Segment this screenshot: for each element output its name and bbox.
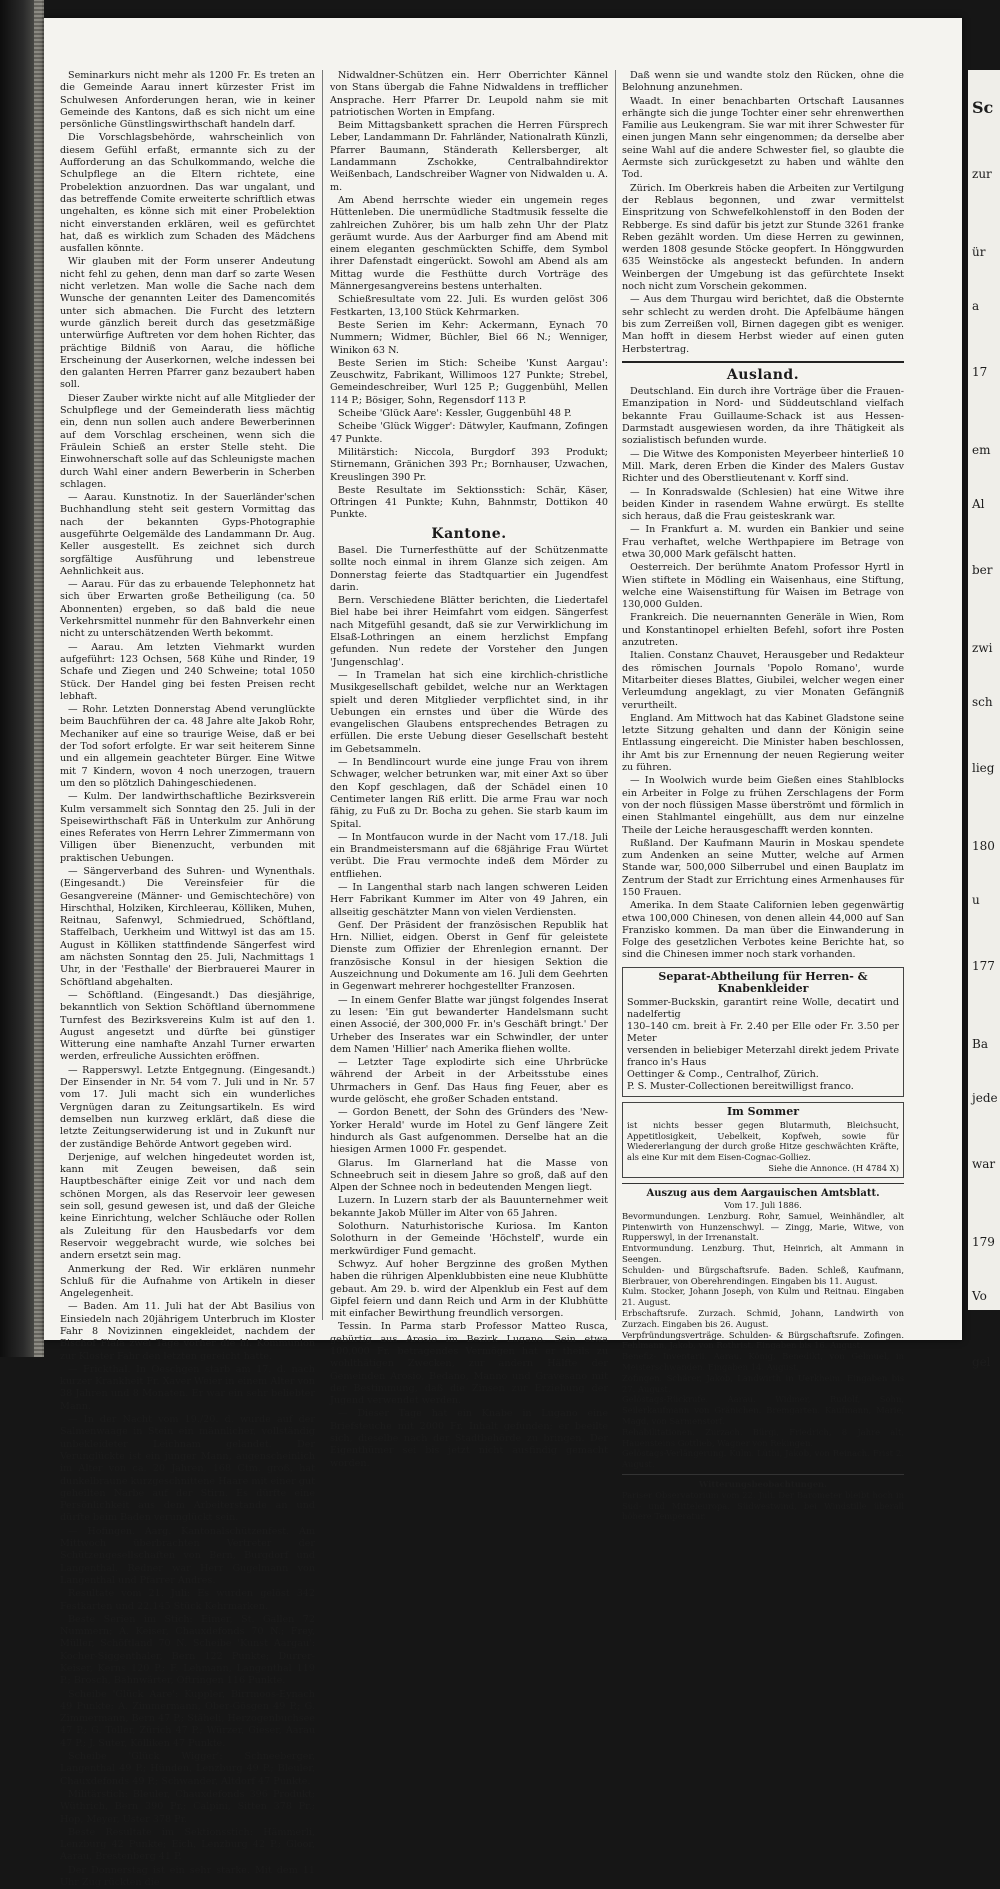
foreign-news-item: Oesterreich. Der berühmte Anatom Professor Hyrtl in Wien stiftete in Mödling ein Waisenhaus, eine Stiftung, welche eine Waisenstiftung für Waisen im Betrage von 130,000 Gulden. [622,562,904,611]
amtsblatt-entry: Gelöstags-Verlängerung. Kulm. Lüthi, Jakob, von Reinach. Frist 2. August. [622,1448,904,1470]
ad-title: Im Sommer [727,1104,799,1118]
article-paragraph: Waadt. In einer benachbarten Ortschaft Lausannes erhängte sich die junge Tochter einer sehr ehrenwerthen Familie aus Leukengram. Sie war mit ihrer Schwester für einen jungen Mann sehr eingenommen; da derselbe aber seine Wahl auf die andere Schwester fiel, so glaubte die Aermste sich zurückgesetzt zu haben und wählte den Tod. [622,95,904,181]
section-title-kantone: Kantone. [431,525,507,542]
article-paragraph: — Hofingen. Aarg. Kantonalschützenfest. Am Mittwoch überbrachten Vertreter der Schützengesellschaften von Bern, Burgdorf und Langenthal. Redner war Herr Gugelmann von Langenthal und Pfarrer Andres. [60,1525,315,1586]
article-paragraph: Beste Resultate im Sektionsstich: Hämmerli, Lenzburg 42 Punkte; Eich, Lenzburg 42 P.; Gloor, Aarau, Brestenberg 41 P. [60,1826,315,1863]
column-3 [622,70,904,1522]
article-paragraph: Der Donnerstag ist ein sehr starke. Mit dem 11 Uhr Zug rückten die [60,1864,315,1889]
weather-title: Witterungsbeobachtungen. [698,1478,828,1489]
adjacent-page-fragment: lieg [972,761,995,775]
amtsblatt-entry: Zofingen. Schärer, Jakob, Landwirth in Uerkheim. Eingaben bis 27. August. [622,1372,904,1394]
adjacent-page-fragment: u [972,893,980,907]
article-paragraph: Scheibe 'Glück Aare': Kessler, Guggenbühl 48 P. [338,408,572,420]
canton-news-item: — In einem Genfer Blatte war jüngst folgendes Inserat zu lesen: 'Ein gut bewanderter Handelsmann sucht einen Associé, der 300,000 Fr. in's Geschäft bringt.' Der Urheber des Inserates war ein Schwindler, der unter dem Namen 'Hillier' nach Amerika fliehen wollte. [330,994,608,1055]
adjacent-page-fragment: ber [972,563,993,577]
advertisement-eisen-cognac [622,1102,904,1178]
article-paragraph: Scheibe 'Glück Wigger': Dätwyler, Kaufmann, Zofingen 47 Punkte. [330,421,608,445]
amtsblatt-entry: Gelöstags-Rückrufe. Aarau. Widmer, Rudolf, Sohn, Seilerkaufmann von Gränichen. Bremgarten. Kaufmann, Marie, Magd, von Sarmenstorf. [622,1394,904,1426]
amtsblatt-entry: Kulm. Stocker, Johann Joseph, von Kulm und Reitnau. Eingaben 21. August. [622,1286,904,1308]
canton-news-item: Bern. Verschiedene Blätter berichten, die Liedertafel Biel habe bei ihrer Heimfahrt vom eidgen. Sängerfest nach Mitgefühl gesandt, daß sie zur Verwirklichung im Elsaß-Lothringen an einem herzlichst Empfang gefunden. Nun redete der Vorsteher den Jungen 'Jungenschlag'. [330,595,608,668]
adjacent-page-edge [968,70,1000,1369]
article-paragraph: — Rohr. Letzten Donnerstag Abend verunglückte beim Bauchführen der ca. 48 Jahre alte Jakob Rohr, Mechaniker auf eine so traurige Weise, daß er bei der Tod sofort erfolgte. Er war seit heiterem Sinne und ein allgemein geachteter Bürger. Eine Witwe mit 7 Kindern, wovon 4 noch unerzogen, trauern um den so plötzlich Dahingeschiedenen. [60,704,315,789]
article-paragraph: Die Vorschlagsbehörde, wahrscheinlich von diesem Gefühl erfaßt, ermannte sich zu der Aufforderung an das Schulkommando, welche die Schulpflege an die Eltern richtete, eine Probelektion anzuordnen. Das war ungalant, und das betreffende Comite erweiterte schriftlich etwas ungehalten, es könne sich mit einer Probelektion nicht einverstanden erklären, weil es gefürchtet hat, daß es wirklich zum Schaden des Mädchens ausfallen könnte. [60,132,315,255]
article-paragraph: Beim Mittagsbankett sprachen die Herren Fürsprech Leber, Landammann Dr. Fahrländer, Nationalrath Künzli, Pfarrer Baumann, Ständerath Kellersberger, alt Landammann Zschokke, Centralbahndirektor Weißenbach, Landschreiber Wagner von Nidwalden u. A. m. [330,120,608,193]
amtsblatt-entry: Rehabilitationen. Zurzach. Bürgi, Friedrich, 8 Jahre alt, Hauensteins Gottlieb, Wagner von Rekingen. [622,1426,904,1448]
adjacent-page-fragment: 179 [972,1235,995,1249]
article-paragraph: — Schöftland. (Eingesandt.) Das diesjährige, bekanntlich von Sektion Schöftland übernommene Turnfest des Bezirksvereins Kulm ist auf den 1. August angesetzt und dürfte bei günstiger Witterung eine namhafte Anzahl Turner erwarten werden, erfreuliche Aussichten eröffnen. [60,989,315,1063]
article-paragraph: Beste Resultate im Sektionsstich: Schär, Käser, Oftringen 41 Punkte; Kuhn, Bahnmstr, Dottikon 40 Punkte. [330,484,608,521]
canton-news-item: — In Langenthal starb nach langen schweren Leiden Herr Fabrikant Kummer im Alter von 49 Jahren, ein allseitig geschätzter Mann von vielen Verdiensten. [330,882,608,918]
amtsblatt-entry: Verpfründungsverträge. Schulden- & Bürgschaftsrufe. Zofingen. Fehlmann, Jakob, von Rothrist. Eingaben bis 16. August. [622,1329,904,1351]
adjacent-page-fragment: war [972,1157,996,1171]
canton-news-item: Luzern. In Luzern starb der als Bauunternehmer weit bekannte Jakob Müller im Alter von 65 Jahren. [330,1195,608,1219]
foreign-news-item: Deutschland. Ein durch ihre Vorträge über die Frauen-Emanzipation in Nord- und Süddeutschland vielfach bekannte Frau Guillaume-Schack ist aus Hessen-Darmstadt ausgewiesen worden, da ihre Thätigkeit als sozialistisch befunden wurde. [622,386,904,447]
adjacent-page-fragment: 177 [972,959,995,973]
canton-news-item: — Dieser Tage hat ein Knabe in Lugano eine Briefsteuche mit 2000 Fr. Inhalt gefunden; er beeilte sich, dieselbe nach der Stadtbehörde zu bringen. Der Eigenthümer sei bis jetzt nicht ausfindig gemacht worden. [330,1408,608,1469]
foreign-news-item: Frankreich. Die neuernannten Generäle in Wien, Rom und Konstantinopel erhielten Befehl, sofort ihre Posten anzutreten. [622,612,904,649]
amtsblatt-entry: Schulden- und Bürgschaftsrufe. Baden. Schleß, Kaufmann, Bierbrauer, von Oberehrendingen. Eingaben bis 11. August. [622,1264,904,1286]
canton-news-item: — In Bendlincourt wurde eine junge Frau von ihrem Schwager, welcher betrunken war, mit einer Axt so über den Kopf geschlagen, daß der Schädel einen 10 Centimeter langen Riß erlitt. Die arme Frau war noch fähig, zu Fuß zu Dr. Bocha zu gehen. Sie starb kaum im Spital. [330,757,608,830]
article-paragraph: Wir glauben mit der Form unserer Andeutung nicht fehl zu gehen, denn man darf so zarte Wesen nicht verletzen. Man wolle die Sache nach dem Wunsche der genannten Leiter des Damencomités unter sich abmachen. Die Furcht des letztern wurde gänzlich bereit durch das gesetzmäßige unterwürfige Auftreten vor dem hohen Richter, das prächtige Bildniß von Aarau, die höfliche Erscheinung der Auserkornen, welche indessen bei den galanten Herren Pfarrer ganz bezaubert haben soll. [60,256,315,391]
article-paragraph: — Kulm. Der landwirthschaftliche Bezirksverein Kulm versammelt sich Sonntag den 25. Juli in der Speisewirthschaft Fäß in Unterkulm zur Anhörung eines Referates von Herrn Lehrer Zimmermann von Villigen über Bienenzucht, verbunden mit praktischen Uebungen. [60,791,315,864]
article-paragraph: — Baden. Am 11. Juli hat der Abt Basilius von Einsiedeln nach 20jährigem Unterbruch im Kloster Fahr 8 Novizinnen eingekleidet, nachdem der Bischof Fiala zwei Tage vorher die hl. Kommunion zur Kloster Fahr den letzten gereicht hatte. [60,1301,315,1362]
foreign-news-item: England. Am Mittwoch hat das Kabinet Gladstone seine letzte Sitzung gehalten und dann der Königin seine Entlassung eingereicht. Die Minister haben beschlossen, ihr Amt bis zur Ernennung der neuen Regierung weiter zu führen. [622,712,904,774]
article-paragraph: Militärstich: Bleuler, Chauxdefonds 396 Produkt; Wüthrich, Bern 390 Pr.; Calpini, Sitten 378 Pr.; Hop, Meyer, Uster 378 Pr. [60,1788,315,1825]
adjacent-page-fragment: a [972,299,980,313]
article-paragraph: — Rapperswyl. Letzte Entgegnung. (Eingesandt.) Der Einsender in Nr. 54 vom 7. Juli und in Nr. 57 vom 17. Juli macht sich ein wunderliches Vergnügen daran zu Zeitungsartikeln. Es wird demselben nun kurzweg erklärt, daß diese die letzte Zeitungserwiderung ist und in Zukunft nur der zuständige Behörde Antwort gegeben wird. [60,1064,315,1150]
article-paragraph: — Frickthal. In Oeschgen starb am 17. d. nach kurzer Krankheit Fr. Xaver Weier in einem Alter von 38 Jahren und 8 Monaten. Er war ein sehr beliebter Mann. [60,1363,315,1412]
adjacent-page-fragment: zur [972,167,992,181]
adjacent-page-fragment: Ba [972,1037,988,1051]
adjacent-page-fragment: Al [972,497,985,511]
amtsblatt-entry: Erbschaftsrufe. Zurzach. Schmid, Johann, Landwirth von Zurzach. Eingaben bis 26. August. [622,1308,904,1329]
foreign-news-item: — Die Witwe des Komponisten Meyerbeer hinterließ 10 Mill. Mark, deren Erben die Kinder des Malers Gustav Richter und des Oberstlieutenant v. Korff sind. [622,448,904,485]
amtsblatt-date: Vom 17. Juli 1886. [724,1200,802,1211]
adjacent-page-fragment: sch [972,695,993,709]
article-paragraph: Derjenige, auf welchen hingedeutet worden ist, kann mit Zeugen beweisen, daß sein Hauptbeschäfter einige Zeit vor und nach dem schönen Morgen, als das Reservoir leer gewesen sein soll, gesund gewesen ist, und daß der Gleiche keine Einrichtung, welcher Schläuche oder Rollen als Zuleitung für den Hausbedarfs vor dem Reservoir weggebracht wurde, wie solches bei andern ersetzt sein mag. [60,1151,315,1262]
article-paragraph: Beste Serien im Kehr: Ackermann, Eynach 70 Nummern; Widmer, Büchler, Biel 66 N.; Wenniger, Winikon 63 N. [330,319,608,356]
canton-news-item: Glarus. Im Glarnerland hat die Masse von Schneebruch seit in diesem Jahre so groß, daß auf den Alpen der Schnee noch in bedeutenden Mengen liegt. [330,1157,608,1194]
article-paragraph: Daß wenn sie und wandte stolz den Rücken, ohne die Belohnung anzunehmen. [622,70,904,94]
article-paragraph: — Aarau. Am letzten Viehmarkt wurden aufgeführt: 123 Ochsen, 568 Kühe und Rinder, 19 Schafe und Ziegen und 240 Schweine; total 1050 Stück. Der Handel ging bei festen Preisen recht lebhaft. [60,641,315,702]
article-paragraph: Anmerkung der Red. Wir erklären nunmehr Schluß für die Aufnahme von Artikeln in dieser Angelegenheit. [60,1263,315,1300]
amtsblatt-entry: Benefiz- Inventarii. Aarau. König, Benedikt, von Gelmuel, in Meisterschwanden. Eingaben 14. August. [622,1351,904,1373]
adjacent-page-fragment: gel [972,1355,991,1369]
article-paragraph: Beste Serien im Stich: Eimer, St. Gallen 72 Nummern; A. Keiser, Chauxdefonds 70 N.; Frey, Müller, Schöftland 70 N. Scheibe 'Kunst Aargau': Kocher-Siggenthaler, Bern 122 Punkte; Durrer-Keiser, Kerns 120 P.; F. Lehmann, Langenthal 119 P.; Brosch, Bahnwärter, Oftringen 116 Punkte. [60,1613,315,1687]
article-paragraph: Seminarkurs nicht mehr als 1200 Fr. Es treten an die Gemeinde Aarau innert kürzester Frist im Schulwesen Anforderungen heran, wie in keiner Gemeinde des Kantons, daß es sich nicht um eine persönliche Günstlingswirthschaft handeln darf. [60,70,315,131]
ad-note: Siehe die Annonce. (H 4784 X) [768,1162,899,1173]
adjacent-page-fragment: 17 [972,365,988,379]
amtsblatt-title: Auszug aus dem Aargauischen Amtsblatt. [646,1187,880,1199]
weather-text: Pariser Observatorium vom 22. Juli. Der Barometer bleibt hoch in Süd- und Mitteleuropa. Südwestwind, bei Windstille überall höhere Temperatur. [622,1489,904,1522]
article-paragraph: — Sängerverband des Suhren- und Wynenthals. (Eingesandt.) Die Vereinsfeier für die Gesangvereine (Männer- und Gemischtechöre) von Hirschthal, Holziken, Kirchleerau, Kölliken, Muhen, Reitnau, Safenwyl, Schmiedrued, Schöftland, Staffelbach, Uerkheim und Wittwyl ist das am 15. August in Kölliken stattfindende Sängerfest wird am nächsten Sonntag den 25. Juli, Nachmittags 1 Uhr, in der 'Festhalle' der Bierbrauerei Maurer in Schöftland abgehalten. [60,866,315,988]
canton-news-item: — In Montfaucon wurde in der Nacht vom 17./18. Juli ein Brandmeistersmann auf die 68jährige Frau Würtet verübt. Die Frau vermochte indeß dem Mörder zu entfliehen. [330,831,608,880]
canton-news-item: Genf. Der Präsident der französischen Republik hat Hrn. Nilliet, eidgen. Oberst in Genf für geleistete Dienste zum Offizier der Ehrenlegion ernannt. Der französische Konsul in der hiesigen Sektion die Auszeichnung und Dokumente am 16. Juli dem Geehrten in Gegenwart mehrerer hochgestellter Franzosen. [330,919,608,993]
article-paragraph: Militärstich: Niccola, Burgdorf 393 Produkt; Stirnemann, Gränichen 393 Pr.; Bornhauser, Uzwachen, Kreuslingen 390 Pr. [330,446,608,483]
column-2 [330,70,608,1469]
foreign-news-item: Rußland. Der Kaufmann Maurin in Moskau spendete zum Andenken an seine Mutter, welche auf Armen Stande war, 500,000 Silberrubel und einen Bauplatz im Zentrum der Stadt zur Errichtung eines Armenhauses für 150 Frauen. [622,837,904,898]
article-paragraph: Zürich. Im Oberkreis haben die Arbeiten zur Vertilgung der Reblaus begonnen, und zwar vermittelst Einspritzung von Schwefelkohlenstoff in den Boden der Rebberge. Es sind dafür bis jetzt zur Stunde 3261 franke Reben gezählt worden. Um diese Herren zu gewinnen, werden 1808 gesunde Stöcke geopfert. In Hönggwurden 635 Weinstöcke als angesteckt befunden. In andern Weinbergen der Umgebung ist das gefürchtete Insekt noch nicht zum Vorschein gekommen. [622,182,904,293]
adjacent-page-fragment: zwi [972,641,993,655]
canton-news-item: — In Tramelan hat sich eine kirchlich-christliche Musikgesellschaft gebildet, welche nur an Werktagen spielt und deren Mitglieder verpflichtet sind, in ihr Uebungen ein ernstes und über die Würde des evangelischen Glaubens entsprechendes Betragen zu erfüllen. Die erste Uebung dieser Gesellschaft besteht im Gebetsammeln. [330,669,608,755]
canton-news-item: Solothurn. Naturhistorische Kuriosa. Im Kanton Solothurn in der Gemeinde 'Höchstelf', wurde ein merkwürdiger Fund gemacht. [330,1221,608,1257]
foreign-news-item: — In Frankfurt a. M. wurden ein Bankier und seine Frau verhaftet, welche Werthpapiere im Betrage von etwa 30,000 Mark gefälscht hatten. [622,524,904,560]
article-paragraph: Scheibe 'Glück Wigger': Schneeberger, Langenthal 49 P.; Hünden, Lenzburg 49 P.; Bleuler, Chauxdefonds 49 P.; Schwander, Altdorf 47 Punkte. [60,1751,315,1787]
ad-line: Oettinger & Comp., Centralhof, Zürich. [627,1068,819,1080]
column-rule [615,70,616,1320]
adjacent-page-fragment: Sc [972,98,994,117]
amtsblatt-entry: Bevormundungen. Lenzburg. Rohr, Samuel, Weinhändler, alt Pintenwirth von Hunzenschwyl. — Zingg, Marie, Witwe, von Rupperswyl, in der Irrenanstalt. [622,1210,904,1243]
canton-news-item: Tessin. In Parma starb Professor Matteo Rusca, gebürtig aus Arosio im Bezirk Lugano. Sein etwa 100,000 Fr. betragendes Vermögen hat er theils zu wohlthätigen Zwecken, zur andern Hälfte der Gemeinden Arosio, Bedano, Manno und Gravesano mit der Bestimmung, daß die Zinsen zur Erziehung der Jugend verwendet werden. [330,1321,608,1407]
article-paragraph: Schießresultate vom 22. Juli. Es wurden gelöst 306 Festkarten, 13,100 Stück Kehrmarken. [330,294,608,318]
foreign-news-item: Italien. Constanz Chauvet, Herausgeber und Redakteur des römischen Journals 'Popolo Romano', wurde Mitarbeiter dieses Blattes, Giubilei, welcher wegen einer Verleumdung angeklagt, zu vier Monaten Gefängniß verurtheilt. [622,650,904,711]
ad-text: ist nichts besser gegen Blutarmuth, Bleichsucht, Appetitlosigkeit, Uebelkeit, Kopfweh, sowie für Wiedererlangung der durch große Hitze geschwächten Kräfte, als eine Kur mit dem Eisen-Cognac-Golliez. [627,1119,899,1163]
article-paragraph: — In der Nacht vom 19./20. d. wurde auf der Salmenwaage in Stein ein männlicher, vollständig unbekleideter Leichnam gelandet. Der Verunglückte ist ein junger Mann, augenscheinlich im Alter von ca. 20 Jahren, 168 Ctm. groß, hat dunkelbraune kurzgeschnittene Haare mit einer gut geheilten Narbe auf der Stirn. Es dürfte eine Persönlichkeit aus dem Arbeiterstande an und dürfte beim Baden verunglückt sein. [60,1414,315,1524]
ad-line: Sommer-Buckskin, garantirt reine Wolle, decatirt und nadelfertig [627,996,899,1020]
article-paragraph: Am Abend herrschte wieder ein ungemein reges Hüttenleben. Die unermüdliche Stadtmusik fesselte die zahlreichen Zuhörer, bis um halb zehn Uhr der Platz geräumt wurde. Aus der Aarburger find am Abend mit einem eleganten geschmückten Schiffe, dem Symbol ihrer Dafenstadt eingerückt. Sowohl am Abend als am Mittag wurde die Festhütte durch Vorträge des Männergesangvereins bestens unterhalten. [330,194,608,293]
foreign-news-item: — In Konradswalde (Schlesien) hat eine Witwe ihre beiden Kinder in rasendem Wahne erwürgt. Es stellte sich heraus, daß die Frau geisteskrank war. [622,486,904,523]
adjacent-page-fragment: em [972,443,991,457]
article-paragraph: — Aarau. Für das zu erbauende Telephonnetz hat sich über Erwarten große Betheiligung (ca. 50 Abonnenten) ergeben, so daß bald die neue Verkehrsmittel nunmehr für den Bahnverkehr einen nicht zu unterschätzenden Werth bekommt. [60,579,315,640]
adjacent-page-fragment: Vo [972,1289,987,1303]
ad-title: Separat-Abtheilung für Herren- & Knabenkleider [658,969,868,995]
section-title-ausland: Ausland. [726,366,800,383]
article-paragraph: Scheibe 'Glück Aare': Kuppler, Birrmoos-Eynach 49 Punkte; A. Zimmermann, Ober-Gösgen 49 P.; G. Zimmermann, Bern 47 P.; Stäheli, Herzogenbuchsee 47 P.; G. Toller, Zürich 47 P.; Würzer, Gieser, Aarau 47 P.; J. Suter, Kölliken 47 Punkte. [60,1688,315,1749]
canton-news-item: Basel. Die Turnerfesthütte auf der Schützenmatte sollte noch einmal in ihrem Glanze sich zeigen. Am Donnerstag feierte das Stadtquartier ein Jugendfest darin. [330,544,608,593]
ad-line: versenden in beliebiger Meterzahl direkt jedem Private franco in's Haus [627,1044,899,1068]
article-paragraph: — Aus dem Thurgau wird berichtet, daß die Obsternte sehr schlecht zu werden droht. Die Apfelbäume hängen bis zum Zerreißen voll, Birnen dagegen gibt es weniger. Man hofft in diesem Herbst wieder auf einen guten Herbstertrag. [622,294,904,355]
canton-news-item: Schwyz. Auf hoher Bergzinne des großen Mythen haben die rührigen Alpenklubbisten eine neue Klubhütte gebaut. Am 29. b. wird der Alpenklub ein Fest auf dem Gipfel feiern und dann Reich und Arm in der Klubhütte mit einfacher Bewirthung freundlich versorgen. [330,1258,608,1320]
page-stack-edge [34,0,44,1357]
article-paragraph: Nidwaldner-Schützen ein. Herr Oberrichter Kännel von Stans übergab die Fahne Nidwaldens in trefflicher Ansprache. Herr Pfarrer Dr. Leupold nahm sie mit patriotischen Worten in Empfang. [330,70,608,118]
ad-line: P. S. Muster-Collectionen bereitwilligst franco. [627,1080,854,1092]
article-paragraph: Beste Serien im Stich: Scheibe 'Kunst Aargau': Zeuschwitz, Fabrikant, Willimoos 127 Punkte; Strebel, Gemeindeschreiber, Wurl 125 P.; Guggenbühl, Mellen 114 P.; Bösiger, Sohn, Regensdorf 113 P. [330,357,608,406]
adjacent-page-fragment: ür [972,245,986,259]
foreign-news-item: Amerika. In dem Staate Californien leben gegenwärtig etwa 100,000 Chinesen, von denen allein 44,000 auf San Franzisko kommen. Da man über die Einwanderung in Folge des gesetzlichen Verbotes keine Berichte hat, so sind die Chinesen immer noch stark vorhanden. [622,900,904,961]
amtsblatt-entry: Entvormundung. Lenzburg. Thut, Heinrich, alt Ammann in Seengen. [622,1243,904,1265]
adjacent-page-fragment: jede [972,1091,998,1105]
article-paragraph: Dieser Zauber wirkte nicht auf alle Mitglieder der Schulpflege und der Gemeinderath liess mächtig ein, denn nun sollen auch andere Bewerberinnen auf dem Vorschlag erscheinen, wenn sich die Fräulein Schieß an erster Stelle steht. Die Einwohnerschaft solle auf das Schleunigste machen durch Wahl einer andern Bewerberin in Scherben schlagen. [60,392,315,490]
column-1 [60,70,315,1889]
article-paragraph: — Aarau. Kunstnotiz. In der Sauerländer'schen Buchhandlung steht seit gestern Vormittag das nach der bekannten Gyps-Photographie ausgeführte Oelgemälde des Landammann Dr. Aug. Keller ausgestellt. Es zeichnet sich durch sorgfältige Ausführung und lebenstreue Aehnlichkeit aus. [60,492,315,577]
canton-news-item: — Letzter Tage explodirte sich eine Uhrbrücke während der Arbeit in der Arbeitsstube eines Uhrmachers in Genf. Das Haus fing Feuer, aber es wurde gelöscht, ehe großer Schaden entstand. [330,1057,608,1106]
ad-line: 130–140 cm. breit à Fr. 2.40 per Elle oder Fr. 3.50 per Meter [627,1020,899,1044]
foreign-news-item: — In Woolwich wurde beim Gießen eines Stahlblocks ein Arbeiter in Folge zu frühen Zerschlagens der Form von der noch flüssigen Masse überströmt und förmlich in einen Stahlmantel eingehüllt, aus dem nur einzelne Theile der Leiche herausgeschafft werden konnten. [622,775,904,836]
article-paragraph: Resultate vom 21. Juli: Es wurden gelöst 342 Festkarten und 22,145 Stück Kehrmarken. [60,1588,315,1612]
advertisement-clothing [622,967,904,1097]
canton-news-item: — Gordon Benett, der Sohn des Gründers des 'New-Yorker Herald' wurde im Hotel zu Genf längere Zeit hindurch als Gast aufgenommen. Derselbe hat an die hiesigen Armen 1000 Fr. gespendet. [330,1107,608,1156]
column-rule [322,70,323,1320]
adjacent-page-fragment: 180 [972,839,995,853]
